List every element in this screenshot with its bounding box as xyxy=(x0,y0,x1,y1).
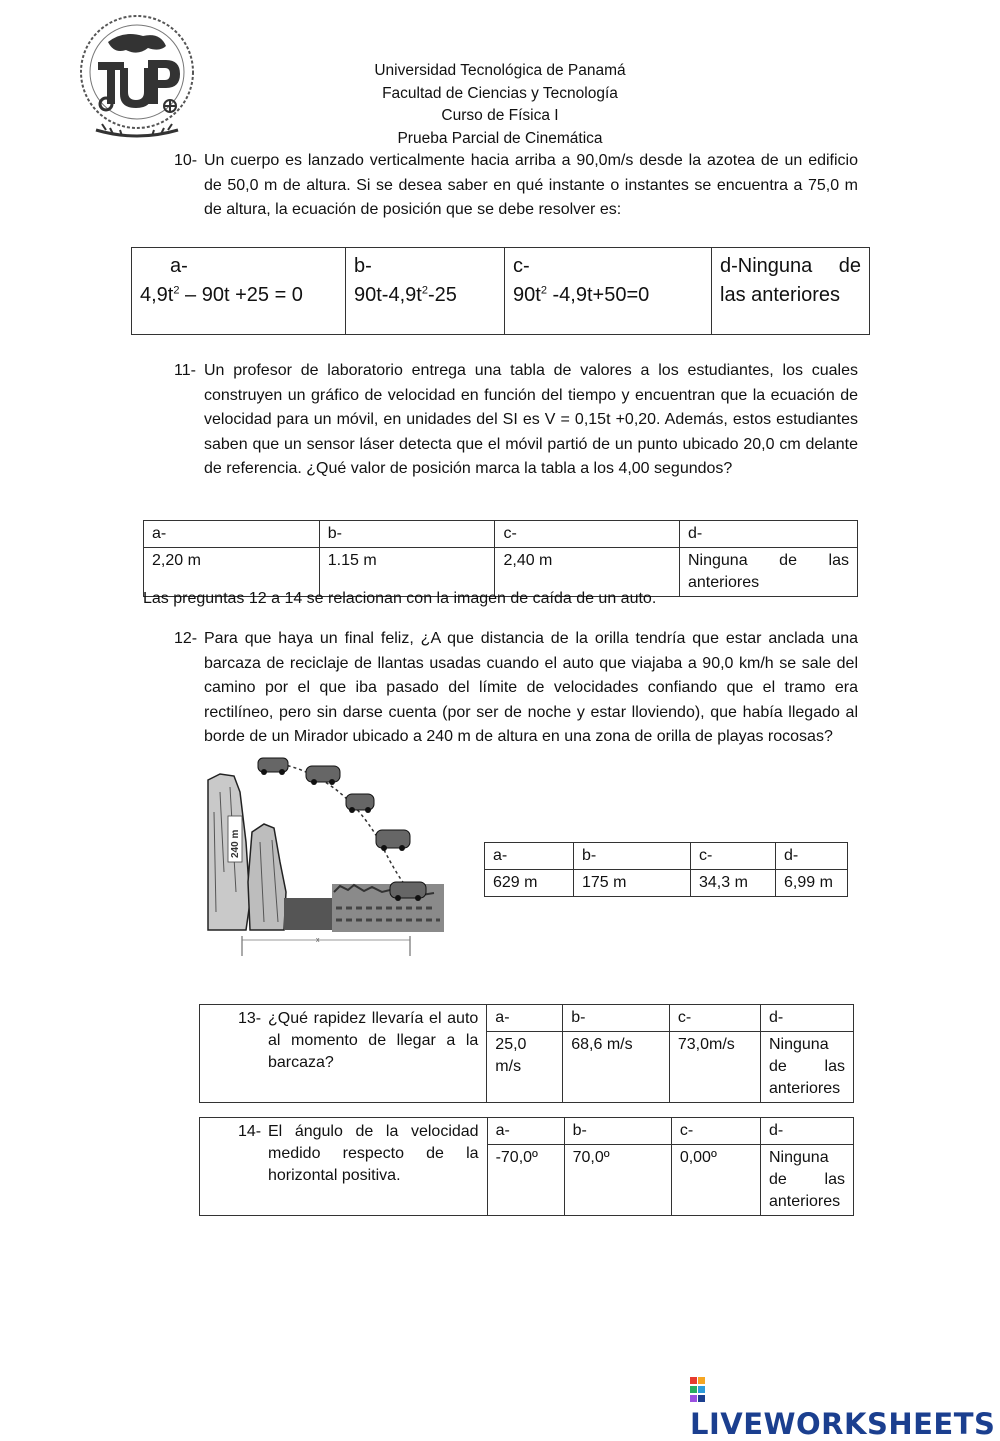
option-d[interactable]: Ninguna de las anteriores xyxy=(761,1032,854,1103)
option-c[interactable]: c- $90t^2$ -4,9t+50=0 xyxy=(505,248,712,335)
document-header xyxy=(0,60,1000,150)
option-label-b: b- xyxy=(564,1118,671,1145)
option-label-c: c- xyxy=(669,1005,760,1032)
q11-options-table xyxy=(143,520,858,597)
question-12 xyxy=(174,627,858,750)
question-11 xyxy=(174,359,858,482)
option-label-c: c- xyxy=(691,843,776,870)
section-note: Las preguntas 12 a 14 se relacionan con la imagen de caída de un auto. xyxy=(143,590,657,607)
option-a[interactable]: 25,0 m/s xyxy=(487,1032,563,1103)
option-label-a: a- xyxy=(144,521,320,548)
option-b[interactable]: 68,6 m/s xyxy=(563,1032,670,1103)
faculty-name: Facultad de Ciencias y Tecnología xyxy=(382,84,618,102)
option-label-d: d- xyxy=(761,1005,854,1032)
option-a[interactable]: a- $4,9t^2 - 90t +25 = 0$ xyxy=(132,248,346,335)
question-number: 10- xyxy=(174,152,198,169)
option-label-a: a- xyxy=(487,1005,563,1032)
height-label: 240 m xyxy=(230,829,241,858)
question-text: Para que haya un final feliz, ¿A que distancia de la orilla tendría que estar anclada una barcaza de reciclaje de llantas usadas cuando el auto que viajaba a 90,0 km/h se sale del camino por el que iba pasado del límite de velocidades confiando que el tramo era rectilíneo, pero sin darse cuenta (por ser de noche y estar lloviendo), que había llegado al borde de un Mirador ubicado a 240 m de altura en una zona de orilla de playas rocosas? xyxy=(204,630,858,746)
option-c[interactable]: 2,40 m xyxy=(495,548,680,597)
option-a[interactable]: -70,0º xyxy=(487,1145,564,1216)
option-d[interactable]: Ninguna de las anteriores xyxy=(680,548,858,597)
option-b[interactable]: 70,0º xyxy=(564,1145,671,1216)
question-number: 11- xyxy=(174,362,196,379)
option-c[interactable]: 0,00º xyxy=(671,1145,760,1216)
question-13 xyxy=(200,1005,487,1103)
question-number: 13- xyxy=(238,1010,262,1027)
option-label-d: d- xyxy=(680,521,858,548)
option-label-d: d- xyxy=(776,843,848,870)
question-14 xyxy=(200,1118,488,1216)
option-d[interactable]: Ninguna de las anteriores xyxy=(761,1145,854,1216)
option-label-a: a- xyxy=(485,843,574,870)
q13-table xyxy=(199,1004,854,1103)
option-d[interactable]: 6,99 m xyxy=(776,870,848,897)
option-d[interactable]: d-Ninguna de las anteriores xyxy=(712,248,870,335)
brand-name: LIVEWORKSHEETS xyxy=(690,1407,996,1441)
option-c[interactable]: 34,3 m xyxy=(691,870,776,897)
option-b[interactable]: 1.15 m xyxy=(319,548,495,597)
option-label-b: b- xyxy=(563,1005,670,1032)
question-number: 12- xyxy=(174,630,198,647)
option-label-d: d- xyxy=(761,1118,854,1145)
option-a[interactable]: 2,20 m xyxy=(144,548,320,597)
liveworksheets-logo xyxy=(690,1373,1000,1441)
university-name: Universidad Tecnológica de Panamá xyxy=(374,62,626,79)
question-10 xyxy=(174,149,858,223)
q10-options-table xyxy=(131,247,870,335)
question-text: ¿Qué rapidez llevaría el auto al momento de llegar a la barcaza? xyxy=(268,1010,479,1071)
car-fall-illustration xyxy=(200,752,450,962)
option-label-c: c- xyxy=(671,1118,760,1145)
question-text: El ángulo de la velocidad medido respecto de la horizontal positiva. xyxy=(268,1123,479,1184)
question-text: Un cuerpo es lanzado verticalmente hacia arriba a 90,0m/s desde la azotea de un edificio de 50,0 m de altura. Si se desea saber en qué instante o instantes se encuentra a 75,0 m de altura, la ecuación de posición que se debe resolver es: xyxy=(204,152,858,219)
course-name: Curso de Física I xyxy=(441,107,559,124)
question-number: 14- xyxy=(238,1123,262,1140)
option-c[interactable]: 73,0m/s xyxy=(669,1032,760,1103)
option-label-a: a- xyxy=(487,1118,564,1145)
q14-table xyxy=(199,1117,854,1216)
option-a[interactable]: 629 m xyxy=(485,870,574,897)
option-label-b: b- xyxy=(574,843,691,870)
q12-options-table xyxy=(484,842,848,897)
distance-label: x xyxy=(316,937,320,944)
option-b[interactable]: b- $90t-4,9t^2-25$ xyxy=(346,248,505,335)
exam-title: Prueba Parcial de Cinemática xyxy=(397,129,603,147)
question-text: Un profesor de laboratorio entrega una tabla de valores a los estudiantes, los cuales construyen un gráfico de velocidad en función del tiempo y encuentran que la ecuación de velocidad para un móvil, en unidades del SI es V = 0,15t +0,20. Además, estos estudiantes saben que un sensor láser detecta que el móvil partió de un punto ubicado 20,0 cm delante de referencia. ¿Qué valor de posición marca la tabla a los 4,00 segundos? xyxy=(204,362,858,478)
option-label-b: b- xyxy=(319,521,495,548)
option-label-c: c- xyxy=(495,521,680,548)
liveworksheets-icon xyxy=(690,1377,714,1403)
option-b[interactable]: 175 m xyxy=(574,870,691,897)
